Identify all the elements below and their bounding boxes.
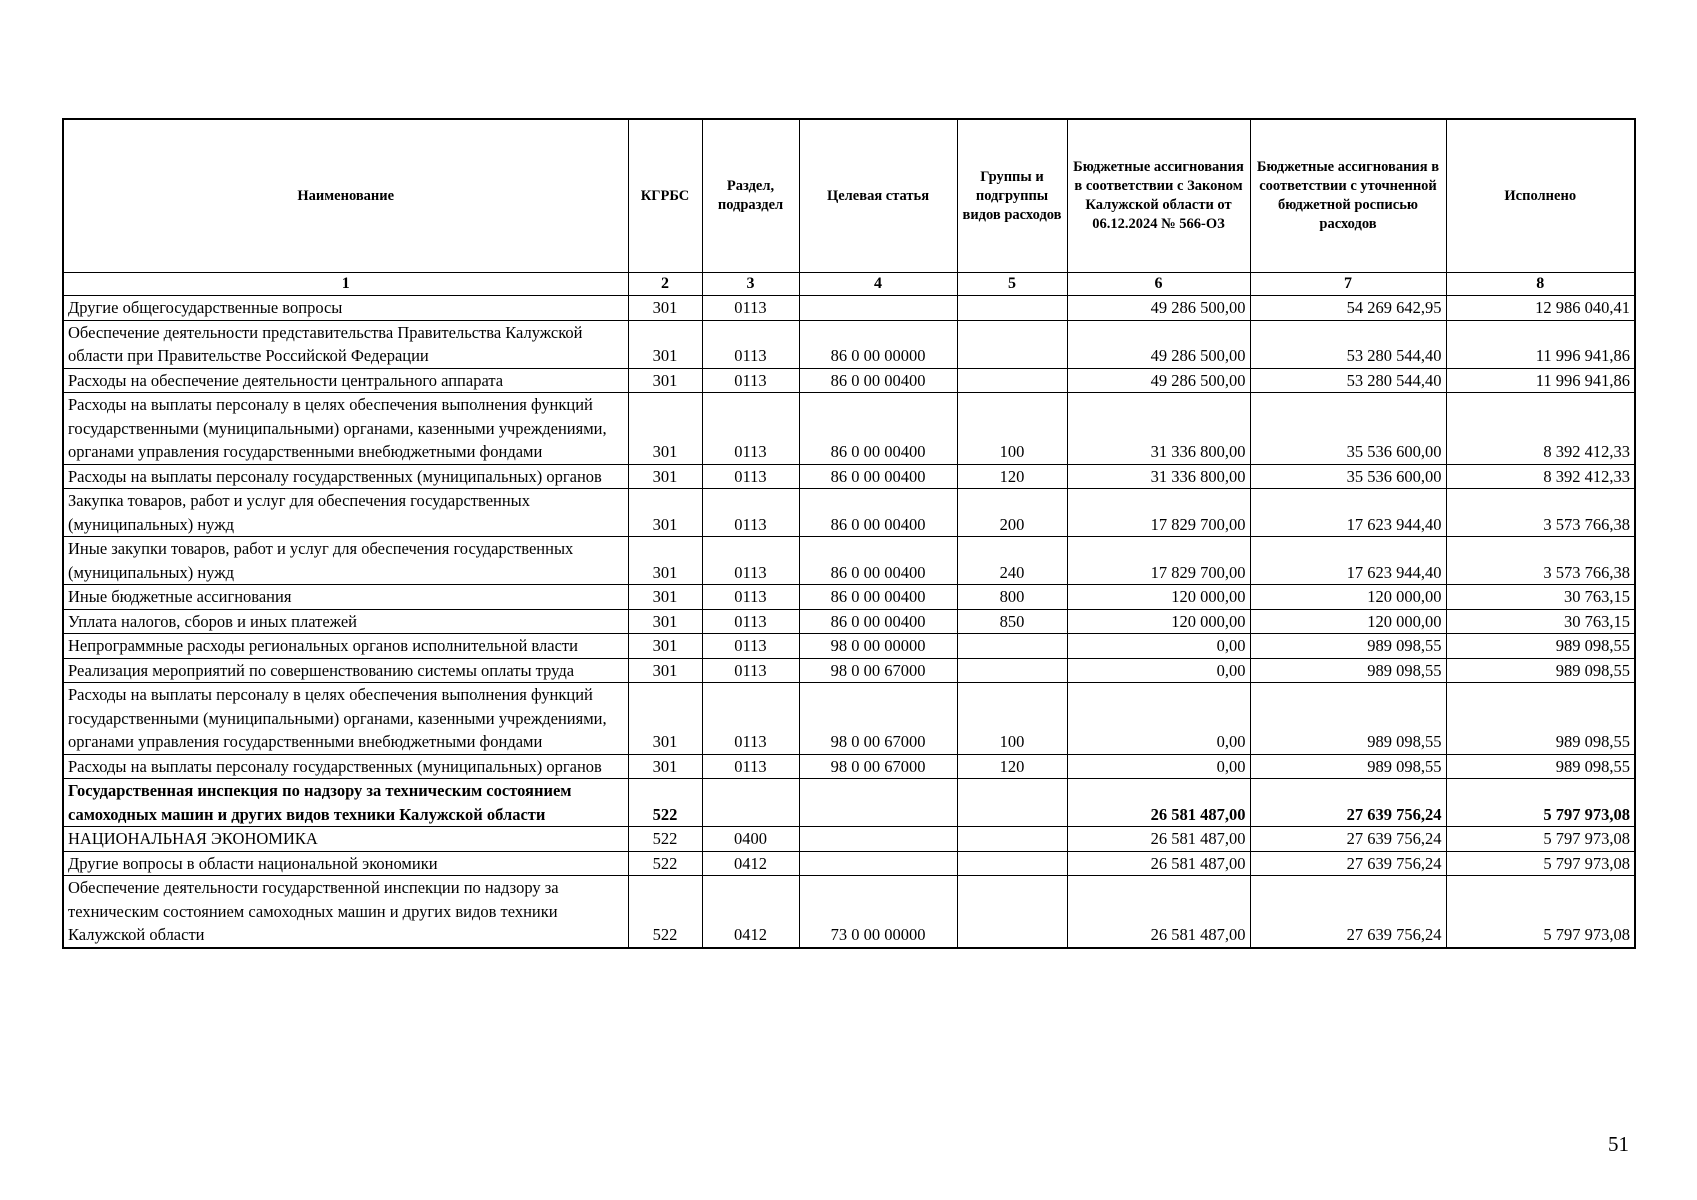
row-razdel: 0113 <box>702 296 799 321</box>
table-row <box>63 827 1635 852</box>
row-kgrbs: 522 <box>628 779 702 827</box>
row-celevaya: 86 0 00 00400 <box>799 489 957 537</box>
row-kgrbs: 301 <box>628 296 702 321</box>
row-kgrbs: 522 <box>628 876 702 948</box>
table-row <box>63 296 1635 321</box>
header-row <box>63 119 1635 273</box>
header-zakon: Бюджетные ассигнования в соответствии с Законом Калужской области от 06.12.2024 № 566-ОЗ <box>1067 119 1250 273</box>
row-kgrbs: 301 <box>628 393 702 465</box>
row-kgrbs: 301 <box>628 489 702 537</box>
row-razdel <box>702 779 799 827</box>
table-row <box>63 489 1635 537</box>
row-name: Государственная инспекция по надзору за техническим состоянием самоходных машин и других видов техники Калужской области <box>63 779 628 827</box>
header-gruppa: Группы и подгруппы видов расходов <box>957 119 1067 273</box>
row-razdel: 0113 <box>702 464 799 489</box>
row-gruppa <box>957 851 1067 876</box>
row-rospis-amount: 53 280 544,40 <box>1250 368 1446 393</box>
row-razdel: 0113 <box>702 754 799 779</box>
column-number: 6 <box>1067 273 1250 296</box>
row-rospis-amount: 27 639 756,24 <box>1250 851 1446 876</box>
row-kgrbs: 301 <box>628 609 702 634</box>
row-gruppa <box>957 876 1067 948</box>
table-row <box>63 393 1635 465</box>
row-name: Расходы на выплаты персоналу в целях обеспечения выполнения функций государственными (муниципальными) органами, казенными учреждениями, органами управления государственными внебюджетными фондами <box>63 393 628 465</box>
row-rospis-amount: 989 098,55 <box>1250 634 1446 659</box>
row-celevaya <box>799 296 957 321</box>
column-number: 1 <box>63 273 628 296</box>
row-celevaya: 86 0 00 00000 <box>799 320 957 368</box>
row-razdel: 0113 <box>702 634 799 659</box>
row-zakon-amount: 120 000,00 <box>1067 609 1250 634</box>
row-razdel: 0412 <box>702 851 799 876</box>
row-kgrbs: 301 <box>628 537 702 585</box>
row-kgrbs: 301 <box>628 683 702 755</box>
row-kgrbs: 522 <box>628 827 702 852</box>
row-kgrbs: 301 <box>628 754 702 779</box>
row-ispolneno-amount: 5 797 973,08 <box>1446 779 1635 827</box>
row-gruppa: 100 <box>957 393 1067 465</box>
row-gruppa: 120 <box>957 754 1067 779</box>
row-name: Обеспечение деятельности государственной инспекции по надзору за техническим состоянием самоходных машин и других видов техники Калужской области <box>63 876 628 948</box>
row-ispolneno-amount: 989 098,55 <box>1446 658 1635 683</box>
row-kgrbs: 301 <box>628 368 702 393</box>
row-kgrbs: 301 <box>628 464 702 489</box>
header-ispolneno: Исполнено <box>1446 119 1635 273</box>
row-ispolneno-amount: 11 996 941,86 <box>1446 368 1635 393</box>
row-rospis-amount: 27 639 756,24 <box>1250 827 1446 852</box>
table-row <box>63 876 1635 948</box>
row-name: Реализация мероприятий по совершенствованию системы оплаты труда <box>63 658 628 683</box>
row-zakon-amount: 0,00 <box>1067 634 1250 659</box>
row-ispolneno-amount: 11 996 941,86 <box>1446 320 1635 368</box>
row-celevaya: 98 0 00 67000 <box>799 754 957 779</box>
row-name: Расходы на выплаты персоналу государственных (муниципальных) органов <box>63 754 628 779</box>
table-row <box>63 585 1635 610</box>
row-ispolneno-amount: 8 392 412,33 <box>1446 393 1635 465</box>
row-zakon-amount: 26 581 487,00 <box>1067 779 1250 827</box>
row-name: Непрограммные расходы региональных органов исполнительной власти <box>63 634 628 659</box>
row-ispolneno-amount: 989 098,55 <box>1446 634 1635 659</box>
row-ispolneno-amount: 989 098,55 <box>1446 754 1635 779</box>
row-gruppa: 850 <box>957 609 1067 634</box>
row-zakon-amount: 26 581 487,00 <box>1067 876 1250 948</box>
row-ispolneno-amount: 30 763,15 <box>1446 609 1635 634</box>
row-rospis-amount: 35 536 600,00 <box>1250 464 1446 489</box>
row-gruppa: 120 <box>957 464 1067 489</box>
row-rospis-amount: 27 639 756,24 <box>1250 876 1446 948</box>
row-celevaya: 98 0 00 67000 <box>799 683 957 755</box>
page-number: 51 <box>1608 1132 1629 1156</box>
row-ispolneno-amount: 5 797 973,08 <box>1446 827 1635 852</box>
row-name: Закупка товаров, работ и услуг для обеспечения государственных (муниципальных) нужд <box>63 489 628 537</box>
column-number-row <box>63 273 1635 296</box>
column-number: 7 <box>1250 273 1446 296</box>
row-celevaya: 98 0 00 00000 <box>799 634 957 659</box>
row-zakon-amount: 49 286 500,00 <box>1067 368 1250 393</box>
row-gruppa <box>957 320 1067 368</box>
row-rospis-amount: 17 623 944,40 <box>1250 489 1446 537</box>
column-number: 2 <box>628 273 702 296</box>
table-row <box>63 779 1635 827</box>
row-razdel: 0113 <box>702 368 799 393</box>
row-gruppa <box>957 634 1067 659</box>
table-row <box>63 683 1635 755</box>
row-ispolneno-amount: 989 098,55 <box>1446 683 1635 755</box>
row-celevaya <box>799 779 957 827</box>
row-gruppa <box>957 368 1067 393</box>
row-ispolneno-amount: 30 763,15 <box>1446 585 1635 610</box>
row-celevaya: 86 0 00 00400 <box>799 537 957 585</box>
header-name: Наименование <box>63 119 628 273</box>
table-row <box>63 464 1635 489</box>
row-kgrbs: 522 <box>628 851 702 876</box>
row-zakon-amount: 26 581 487,00 <box>1067 851 1250 876</box>
row-ispolneno-amount: 3 573 766,38 <box>1446 489 1635 537</box>
row-razdel: 0113 <box>702 489 799 537</box>
row-kgrbs: 301 <box>628 634 702 659</box>
column-number: 5 <box>957 273 1067 296</box>
row-zakon-amount: 0,00 <box>1067 658 1250 683</box>
row-ispolneno-amount: 5 797 973,08 <box>1446 851 1635 876</box>
row-razdel: 0113 <box>702 658 799 683</box>
row-name: Обеспечение деятельности представительства Правительства Калужской области при Правительстве Российской Федерации <box>63 320 628 368</box>
row-celevaya: 86 0 00 00400 <box>799 464 957 489</box>
row-zakon-amount: 0,00 <box>1067 754 1250 779</box>
row-celevaya: 86 0 00 00400 <box>799 368 957 393</box>
row-rospis-amount: 120 000,00 <box>1250 585 1446 610</box>
column-number: 3 <box>702 273 799 296</box>
row-razdel: 0113 <box>702 320 799 368</box>
row-razdel: 0113 <box>702 609 799 634</box>
row-gruppa: 800 <box>957 585 1067 610</box>
row-zakon-amount: 17 829 700,00 <box>1067 489 1250 537</box>
row-razdel: 0400 <box>702 827 799 852</box>
row-zakon-amount: 0,00 <box>1067 683 1250 755</box>
row-name: Уплата налогов, сборов и иных платежей <box>63 609 628 634</box>
row-gruppa <box>957 779 1067 827</box>
row-razdel: 0113 <box>702 393 799 465</box>
row-rospis-amount: 27 639 756,24 <box>1250 779 1446 827</box>
row-zakon-amount: 49 286 500,00 <box>1067 320 1250 368</box>
row-rospis-amount: 989 098,55 <box>1250 658 1446 683</box>
row-kgrbs: 301 <box>628 658 702 683</box>
row-zakon-amount: 31 336 800,00 <box>1067 393 1250 465</box>
row-gruppa <box>957 296 1067 321</box>
row-name: Иные бюджетные ассигнования <box>63 585 628 610</box>
row-gruppa: 200 <box>957 489 1067 537</box>
header-kgrbs: КГРБС <box>628 119 702 273</box>
table-row <box>63 754 1635 779</box>
row-ispolneno-amount: 12 986 040,41 <box>1446 296 1635 321</box>
row-celevaya <box>799 851 957 876</box>
table-row <box>63 537 1635 585</box>
row-celevaya: 86 0 00 00400 <box>799 585 957 610</box>
row-ispolneno-amount: 5 797 973,08 <box>1446 876 1635 948</box>
row-name: Расходы на выплаты персоналу государственных (муниципальных) органов <box>63 464 628 489</box>
table-row <box>63 634 1635 659</box>
row-razdel: 0113 <box>702 537 799 585</box>
table-row <box>63 658 1635 683</box>
row-rospis-amount: 120 000,00 <box>1250 609 1446 634</box>
column-number: 8 <box>1446 273 1635 296</box>
row-razdel: 0412 <box>702 876 799 948</box>
row-name: Другие общегосударственные вопросы <box>63 296 628 321</box>
row-ispolneno-amount: 8 392 412,33 <box>1446 464 1635 489</box>
row-gruppa: 240 <box>957 537 1067 585</box>
row-rospis-amount: 989 098,55 <box>1250 754 1446 779</box>
row-name: Расходы на обеспечение деятельности центрального аппарата <box>63 368 628 393</box>
row-zakon-amount: 120 000,00 <box>1067 585 1250 610</box>
header-rospis: Бюджетные ассигнования в соответствии с уточненной бюджетной росписью расходов <box>1250 119 1446 273</box>
table-row <box>63 368 1635 393</box>
row-ispolneno-amount: 3 573 766,38 <box>1446 537 1635 585</box>
row-celevaya <box>799 827 957 852</box>
row-gruppa <box>957 658 1067 683</box>
row-razdel: 0113 <box>702 683 799 755</box>
row-zakon-amount: 26 581 487,00 <box>1067 827 1250 852</box>
row-kgrbs: 301 <box>628 585 702 610</box>
row-name: Другие вопросы в области национальной экономики <box>63 851 628 876</box>
row-rospis-amount: 53 280 544,40 <box>1250 320 1446 368</box>
row-name: Иные закупки товаров, работ и услуг для обеспечения государственных (муниципальных) нужд <box>63 537 628 585</box>
row-celevaya: 73 0 00 00000 <box>799 876 957 948</box>
row-zakon-amount: 31 336 800,00 <box>1067 464 1250 489</box>
row-zakon-amount: 49 286 500,00 <box>1067 296 1250 321</box>
table-row <box>63 851 1635 876</box>
row-rospis-amount: 54 269 642,95 <box>1250 296 1446 321</box>
row-razdel: 0113 <box>702 585 799 610</box>
budget-table <box>62 118 1636 949</box>
row-gruppa: 100 <box>957 683 1067 755</box>
row-kgrbs: 301 <box>628 320 702 368</box>
row-rospis-amount: 989 098,55 <box>1250 683 1446 755</box>
header-razdel: Раздел, подраздел <box>702 119 799 273</box>
table-body <box>63 296 1635 948</box>
row-zakon-amount: 17 829 700,00 <box>1067 537 1250 585</box>
row-rospis-amount: 35 536 600,00 <box>1250 393 1446 465</box>
row-celevaya: 86 0 00 00400 <box>799 393 957 465</box>
column-number: 4 <box>799 273 957 296</box>
row-rospis-amount: 17 623 944,40 <box>1250 537 1446 585</box>
row-celevaya: 98 0 00 67000 <box>799 658 957 683</box>
row-name: НАЦИОНАЛЬНАЯ ЭКОНОМИКА <box>63 827 628 852</box>
table-row <box>63 320 1635 368</box>
header-celevaya: Целевая статья <box>799 119 957 273</box>
row-gruppa <box>957 827 1067 852</box>
table-row <box>63 609 1635 634</box>
row-celevaya: 86 0 00 00400 <box>799 609 957 634</box>
row-name: Расходы на выплаты персоналу в целях обеспечения выполнения функций государственными (муниципальными) органами, казенными учреждениями, органами управления государственными внебюджетными фондами <box>63 683 628 755</box>
